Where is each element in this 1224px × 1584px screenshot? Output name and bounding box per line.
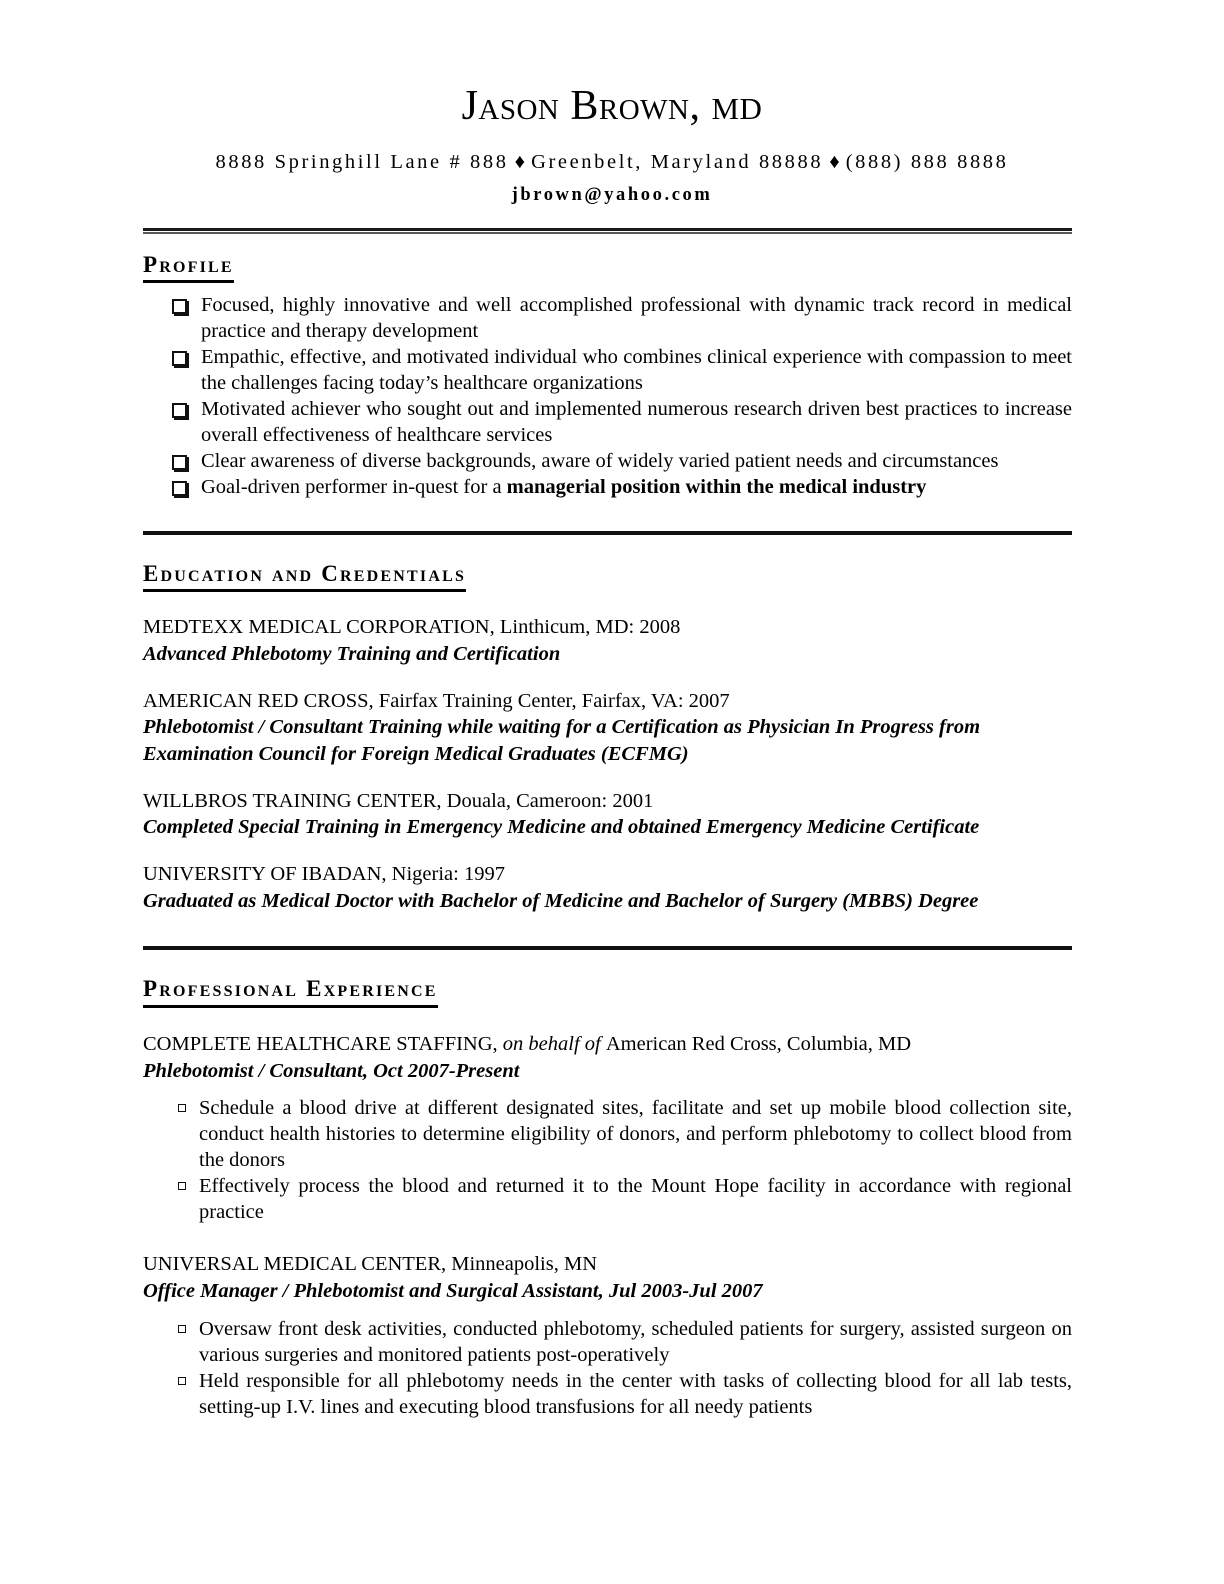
experience-client-location: American Red Cross, Columbia, MD [605, 1032, 912, 1055]
experience-bullet-text: Effectively process the blood and returned it to the Mount Hope facility in accordance with regional practice [199, 1175, 1072, 1224]
section-heading-experience: Professional Experience [143, 975, 438, 1008]
hollow-square-bullet-icon [172, 455, 187, 470]
hollow-square-bullet-icon [172, 481, 187, 496]
candidate-name [0, 84, 1224, 128]
experience-onbehalf: on behalf of [497, 1032, 606, 1055]
profile-bullet-list [143, 293, 1072, 500]
education-entry [143, 614, 1072, 667]
candidate-credential: MD [711, 91, 763, 126]
profile-bullet-text: Empathic, effective, and motivated individual who combines clinical experience with compassion to meet the challenges facing today’s healthcare organizations [201, 346, 1072, 395]
contact-email: jbrown@yahoo.com [511, 184, 713, 205]
profile-bullet-text: Motivated achiever who sought out and implemented numerous research driven best practices to increase overall effectiveness of healthcare services [201, 398, 1072, 446]
section-heading-education: Education and Credentials [143, 560, 466, 593]
education-description: Phlebotomist / Consultant Training while waiting for a Certification as Physician In Progress from Examination Council for Foreign Medical Graduates (ECFMG) [143, 716, 981, 765]
education-organization: AMERICAN RED CROSS, Fairfax Training Center, Fairfax, VA: 2007 [143, 689, 730, 712]
experience-bullet-text: Oversaw front desk activities, conducted phlebotomy, scheduled patients for surgery, assisted surgeon on various surgeries and monitored patients post-operatively [199, 1317, 1072, 1366]
list-item [143, 1095, 1072, 1173]
small-hollow-square-bullet-icon [178, 1104, 186, 1112]
education-entry [143, 788, 1072, 841]
profile-section [143, 251, 1072, 501]
experience-section [143, 975, 1072, 1420]
education-description: Advanced Phlebotomy Training and Certification [143, 643, 561, 666]
experience-role: Office Manager / Phlebotomist and Surgical Assistant, Jul 2003-Jul 2007 [143, 1280, 763, 1303]
experience-entry [143, 1031, 1072, 1225]
list-item [143, 293, 1072, 345]
profile-divider [143, 531, 1072, 535]
diamond-separator-icon: ♦ [829, 151, 840, 174]
education-organization: WILLBROS TRAINING CENTER, Douala, Cameroon: 2001 [143, 789, 654, 812]
experience-bullet-text: Schedule a blood drive at different designated sites, facilitate and set up mobile blood collection site, conduct health histories to determine eligibility of donors, and perform phlebotomy to collect blood from the donors [199, 1097, 1072, 1172]
hollow-square-bullet-icon [172, 403, 187, 418]
experience-organization [143, 1251, 1072, 1278]
list-item [143, 449, 1072, 475]
small-hollow-square-bullet-icon [178, 1325, 186, 1333]
list-item [143, 1316, 1072, 1368]
small-hollow-square-bullet-icon [178, 1377, 186, 1385]
list-item [143, 1368, 1072, 1420]
list-item [143, 345, 1072, 397]
list-item [143, 397, 1072, 449]
education-organization: UNIVERSITY OF IBADAN, Nigeria: 1997 [143, 862, 505, 885]
contact-line [0, 148, 1224, 178]
education-description: Graduated as Medical Doctor with Bachelor of Medicine and Bachelor of Surgery (MBBS) Degree [143, 889, 979, 912]
hollow-square-bullet-icon [172, 351, 187, 366]
contact-phone: (888) 888 8888 [845, 151, 1009, 174]
experience-bullet-list [143, 1316, 1072, 1420]
experience-role: Phlebotomist / Consultant, Oct 2007-Present [143, 1059, 520, 1082]
experience-company: COMPLETE HEALTHCARE STAFFING, [143, 1032, 498, 1055]
education-entry [143, 861, 1072, 914]
small-hollow-square-bullet-icon [178, 1182, 186, 1190]
contact-city-state-zip: Greenbelt, Maryland 88888 [531, 151, 824, 174]
header-divider [143, 228, 1072, 234]
list-item [143, 1173, 1072, 1225]
candidate-name-text: Jason Brown, [461, 83, 701, 129]
experience-organization [143, 1031, 1072, 1058]
education-divider [143, 946, 1072, 950]
experience-bullet-list [143, 1095, 1072, 1225]
profile-bullet-text: Focused, highly innovative and well accomplished professional with dynamic track record in medical practice and therapy development [201, 294, 1072, 343]
experience-bullet-text: Held responsible for all phlebotomy needs in the center with tasks of collecting blood for all lab tests, setting-up I.V. lines and executing blood transfusions for all needy patients [199, 1369, 1072, 1418]
profile-bullet-emphasis: managerial position within the medical industry [506, 475, 927, 498]
education-organization: MEDTEXX MEDICAL CORPORATION, Linthicum, MD: 2008 [143, 616, 681, 639]
section-heading-profile: Profile [143, 251, 234, 284]
experience-entry [143, 1251, 1072, 1419]
education-section [143, 560, 1072, 915]
profile-bullet-text: Goal-driven performer in-quest for a [201, 475, 507, 498]
education-description: Completed Special Training in Emergency Medicine and obtained Emergency Medicine Certificate [143, 816, 980, 839]
experience-company: UNIVERSAL MEDICAL CENTER, Minneapolis, MN [143, 1253, 598, 1276]
list-item [143, 475, 1072, 501]
resume-header [0, 0, 1224, 210]
education-entry [143, 688, 1072, 768]
diamond-separator-icon: ♦ [514, 151, 526, 174]
hollow-square-bullet-icon [172, 299, 187, 314]
contact-address: 8888 Springhill Lane # 888 [215, 151, 509, 174]
profile-bullet-text: Clear awareness of diverse backgrounds, aware of widely varied patient needs and circumstances [201, 449, 999, 472]
